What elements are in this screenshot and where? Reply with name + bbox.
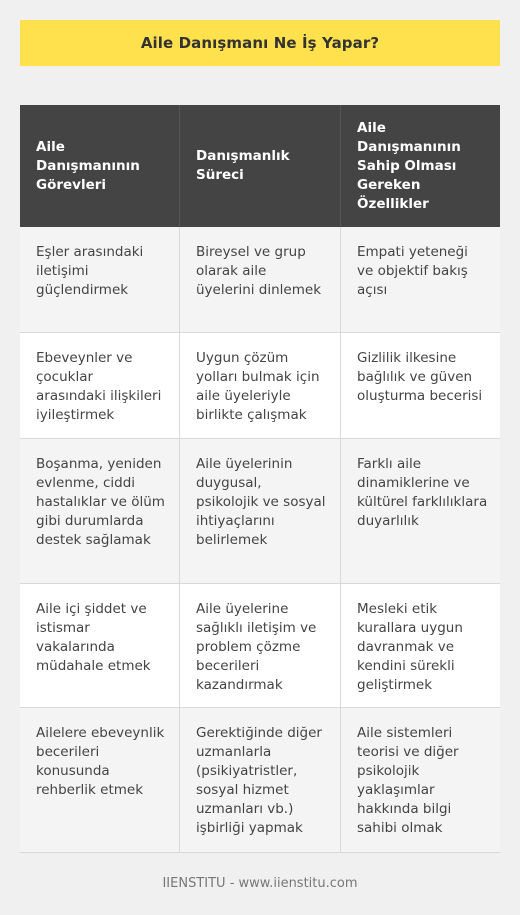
table-cell: Uygun çözüm yolları bulmak için aile üyeleriyle birlikte çalışmak (180, 333, 341, 439)
table-header-qualities: Aile Danışmanının Sahip Olması Gereken Özellikler (341, 105, 500, 227)
footer-credit: IIENSTITU - www.iienstitu.com (162, 876, 358, 891)
table-cell: Aile sistemleri teorisi ve diğer psikolojik yaklaşımlar hakkında bilgi sahibi olmak (341, 708, 500, 853)
page-title: Aile Danışmanı Ne İş Yapar? (20, 20, 500, 66)
table-cell: Boşanma, yeniden evlenme, ciddi hastalıklar ve ölüm gibi durumlarda destek sağlamak (20, 439, 180, 584)
table-cell: Gerektiğinde diğer uzmanlarla (psikiyatristler, sosyal hizmet uzmanları vb.) işbirliği yapmak (180, 708, 341, 853)
table-cell: Mesleki etik kurallara uygun davranmak ve kendini sürekli geliştirmek (341, 584, 500, 708)
table-cell: Eşler arasındaki iletişimi güçlendirmek (20, 227, 180, 333)
table-cell: Ailelere ebeveynlik becerileri konusunda rehberlik etmek (20, 708, 180, 853)
table-cell: Aile üyelerine sağlıklı iletişim ve problem çözme becerileri kazandırmak (180, 584, 341, 708)
table-cell: Aile üyelerinin duygusal, psikolojik ve sosyal ihtiyaçlarını belirlemek (180, 439, 341, 584)
table-header-duties: Aile Danışmanının Görevleri (20, 105, 180, 227)
table-cell: Bireysel ve grup olarak aile üyelerini dinlemek (180, 227, 341, 333)
table-header-process: Danışmanlık Süreci (180, 105, 341, 227)
table-cell: Farklı aile dinamiklerine ve kültürel farklılıklara duyarlılık (341, 439, 500, 584)
table-cell: Ebeveynler ve çocuklar arasındaki ilişkileri iyileştirmek (20, 333, 180, 439)
table-cell: Gizlilik ilkesine bağlılık ve güven oluşturma becerisi (341, 333, 500, 439)
table-cell: Aile içi şiddet ve istismar vakalarında müdahale etmek (20, 584, 180, 708)
info-table (20, 105, 500, 853)
table-cell: Empati yeteneği ve objektif bakış açısı (341, 227, 500, 333)
